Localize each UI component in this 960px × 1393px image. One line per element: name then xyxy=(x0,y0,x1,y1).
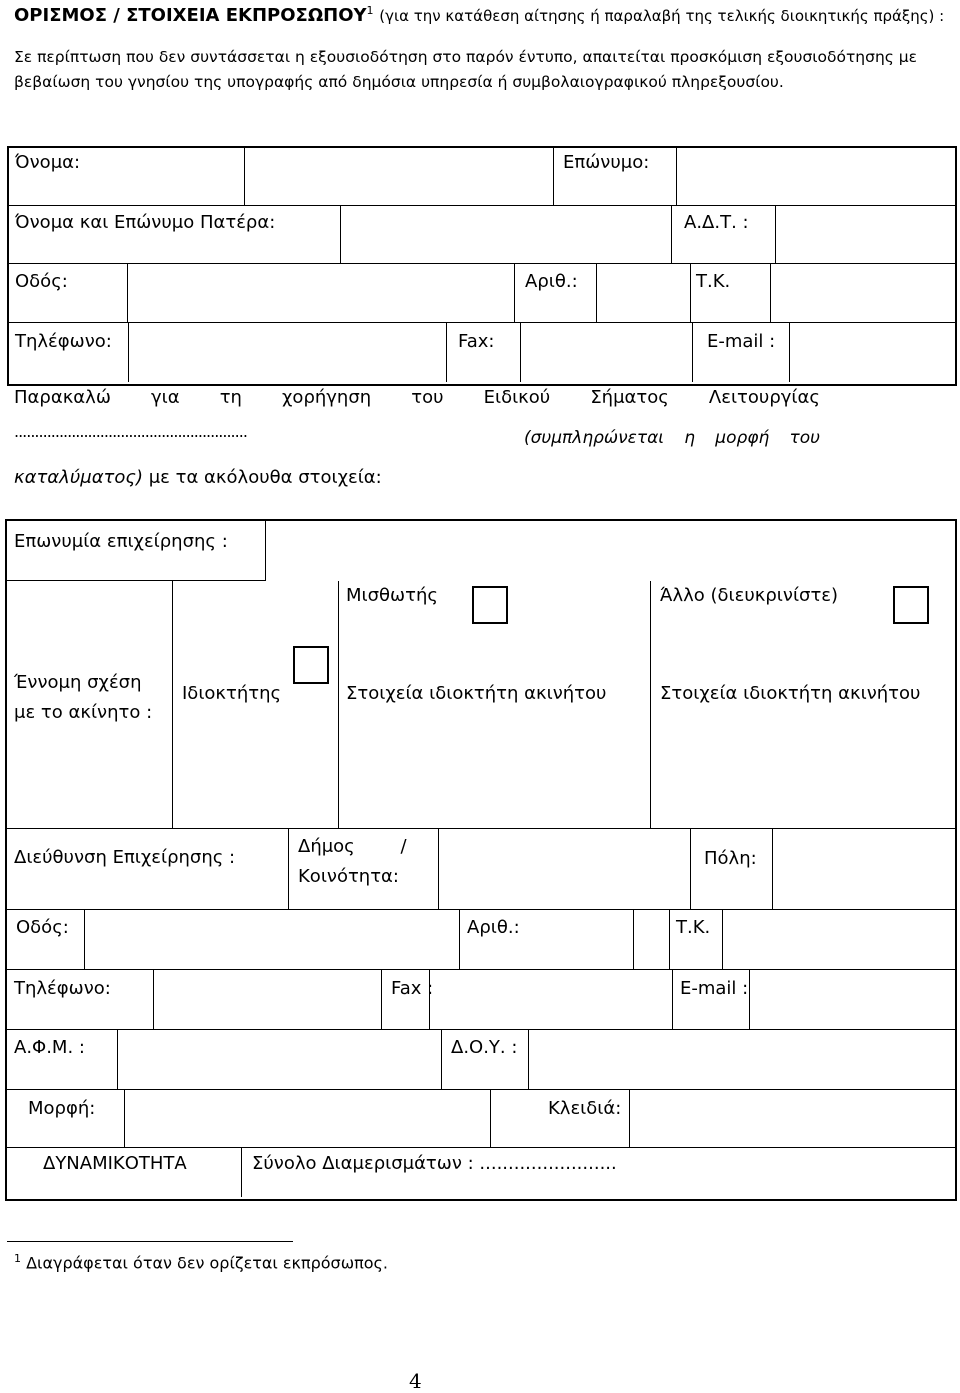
divider xyxy=(633,910,634,969)
afm-label: Α.Φ.Μ. : xyxy=(14,1037,85,1058)
owner-details-label: Στοιχεία ιδιοκτήτη ακινήτου xyxy=(346,683,607,704)
divider xyxy=(690,264,691,322)
footnote-ref: 1 xyxy=(366,4,374,17)
doy-label: Δ.Ο.Υ. : xyxy=(451,1037,518,1058)
divider xyxy=(770,264,771,322)
intro-line-1: Σε περίπτωση που δεν συντάσσεται η εξουσιοδότηση στο παρόν έντυπο, απαιτείται προσκόμιση εξουσιοδότησης με xyxy=(14,48,918,66)
divider xyxy=(128,323,129,382)
last-name-label: Επώνυμο: xyxy=(563,152,650,173)
municipality-line-2: Κοινότητα: xyxy=(298,866,399,887)
divider xyxy=(124,1090,125,1147)
request-word: Σήματος xyxy=(590,387,669,408)
other-label: Άλλο (διευκρινίστε) xyxy=(660,585,839,606)
father-name-label: Όνομα και Επώνυμο Πατέρα: xyxy=(15,212,276,233)
relation-label-line-1: Έννομη σχέση xyxy=(14,672,142,693)
request-line-3 xyxy=(14,467,382,488)
divider xyxy=(153,970,154,1029)
relation-label-line-2: με το ακίνητο : xyxy=(14,702,153,723)
footnote-number: 1 xyxy=(14,1252,21,1265)
request-dots: ......................................................... xyxy=(14,422,247,441)
business-address-label: Διεύθυνση Επιχείρησης : xyxy=(14,847,236,868)
divider xyxy=(520,323,521,382)
footnote-rule xyxy=(7,1241,293,1242)
divider xyxy=(446,323,447,382)
business-postal-label: Τ.Κ. xyxy=(676,917,711,938)
request-word: τη xyxy=(219,387,242,408)
divider xyxy=(692,323,693,382)
other-checkbox[interactable] xyxy=(893,586,929,624)
municipality-label xyxy=(298,832,420,892)
business-name-label: Επωνυμία επιχείρησης : xyxy=(14,531,228,552)
divider xyxy=(629,1090,630,1147)
section-title xyxy=(14,4,944,26)
divider xyxy=(553,147,554,205)
fax-label: Fax: xyxy=(458,331,495,352)
divider xyxy=(6,909,955,910)
hint-word: η xyxy=(684,428,696,448)
business-email-label: E-mail : xyxy=(680,978,749,999)
footnote xyxy=(14,1252,388,1272)
divider xyxy=(6,1029,955,1030)
number-label: Αριθ.: xyxy=(525,271,578,292)
divider xyxy=(650,581,651,828)
capacity-label: ΔΥΝΑΜΙΚΟΤΗΤΑ xyxy=(43,1153,187,1174)
divider xyxy=(8,205,955,206)
divider xyxy=(789,323,790,382)
request-word: του xyxy=(411,387,444,408)
divider xyxy=(775,206,776,263)
divider xyxy=(244,147,245,205)
intro-line-2: βεβαίωση του γνησίου της υπογραφής από δημόσια υπηρεσία ή συμβολαιογραφικού πληρεξουσίου. xyxy=(14,73,784,91)
divider xyxy=(288,829,289,909)
request-word: για xyxy=(150,387,180,408)
divider xyxy=(6,828,955,829)
footnote-text: Διαγράφεται όταν δεν ορίζεται εκπρόσωπος. xyxy=(26,1253,388,1273)
title-text: ΟΡΙΣΜΟΣ / ΣΤΟΙΧΕΙΑ ΕΚΠΡΟΣΩΠΟΥ xyxy=(14,5,367,26)
apartments-label: Σύνολο Διαμερισμάτων : ........................ xyxy=(252,1153,617,1174)
tenant-checkbox[interactable] xyxy=(472,586,508,624)
owner-label: Ιδιοκτήτης xyxy=(182,683,282,704)
divider xyxy=(749,970,750,1029)
phone-label: Τηλέφωνο: xyxy=(15,331,112,352)
hint-word: του xyxy=(789,428,820,448)
relation-label xyxy=(14,668,160,728)
divider xyxy=(459,910,460,969)
street-label: Οδός: xyxy=(15,271,68,292)
divider xyxy=(596,264,597,322)
divider xyxy=(438,829,439,909)
divider xyxy=(6,1089,955,1090)
request-hint xyxy=(524,428,820,448)
first-name-label: Όνομα: xyxy=(15,152,81,173)
hint-end: καταλύματος) xyxy=(14,467,143,488)
owner-details-label-2: Στοιχεία ιδιοκτήτη ακινήτου xyxy=(660,683,921,704)
divider xyxy=(669,910,670,969)
request-tail: με τα ακόλουθα στοιχεία: xyxy=(143,467,382,488)
hint-word: (συμπληρώνεται xyxy=(524,428,665,448)
municipality-line-1: Δήμος / xyxy=(298,836,407,857)
business-number-label: Αριθ.: xyxy=(467,917,520,938)
divider xyxy=(672,970,673,1029)
divider xyxy=(490,1090,491,1147)
request-word: Παρακαλώ xyxy=(14,387,111,408)
request-line-1 xyxy=(14,387,820,408)
divider xyxy=(441,1030,442,1089)
divider xyxy=(6,580,266,581)
email-label: E-mail : xyxy=(707,331,776,352)
tenant-label: Μισθωτής xyxy=(346,585,438,606)
divider xyxy=(84,910,85,969)
divider xyxy=(514,264,515,322)
request-word: Ειδικού xyxy=(483,387,551,408)
form-label: Μορφή: xyxy=(28,1098,96,1119)
divider xyxy=(528,1030,529,1089)
divider xyxy=(6,1147,955,1148)
divider xyxy=(676,147,677,205)
request-word: χορήγηση xyxy=(282,387,372,408)
page-number: 4 xyxy=(409,1369,422,1393)
divider xyxy=(241,1148,242,1197)
divider xyxy=(772,829,773,909)
divider xyxy=(381,970,382,1029)
request-word: Λειτουργίας xyxy=(708,387,820,408)
divider xyxy=(117,1030,118,1089)
divider xyxy=(6,969,955,970)
divider xyxy=(722,910,723,969)
business-phone-label: Τηλέφωνο: xyxy=(14,978,111,999)
divider xyxy=(690,829,691,909)
divider xyxy=(127,264,128,322)
business-fax-label: Fax : xyxy=(391,978,434,999)
business-street-label: Οδός: xyxy=(16,917,69,938)
city-label: Πόλη: xyxy=(704,848,757,869)
divider xyxy=(8,263,955,264)
divider xyxy=(172,581,173,828)
postal-code-label: Τ.Κ. xyxy=(696,271,731,292)
divider xyxy=(265,520,266,580)
id-label: Α.Δ.Τ. : xyxy=(684,212,749,233)
divider xyxy=(340,206,341,263)
hint-word: μορφή xyxy=(715,428,770,448)
keys-label: Κλειδιά: xyxy=(548,1098,622,1119)
title-note: (για την κατάθεση αίτησης ή παραλαβή της τελικής διοικητικής πράξης) : xyxy=(379,7,945,25)
owner-checkbox[interactable] xyxy=(293,646,329,684)
divider xyxy=(8,322,955,323)
divider xyxy=(671,206,672,263)
divider xyxy=(338,581,339,828)
